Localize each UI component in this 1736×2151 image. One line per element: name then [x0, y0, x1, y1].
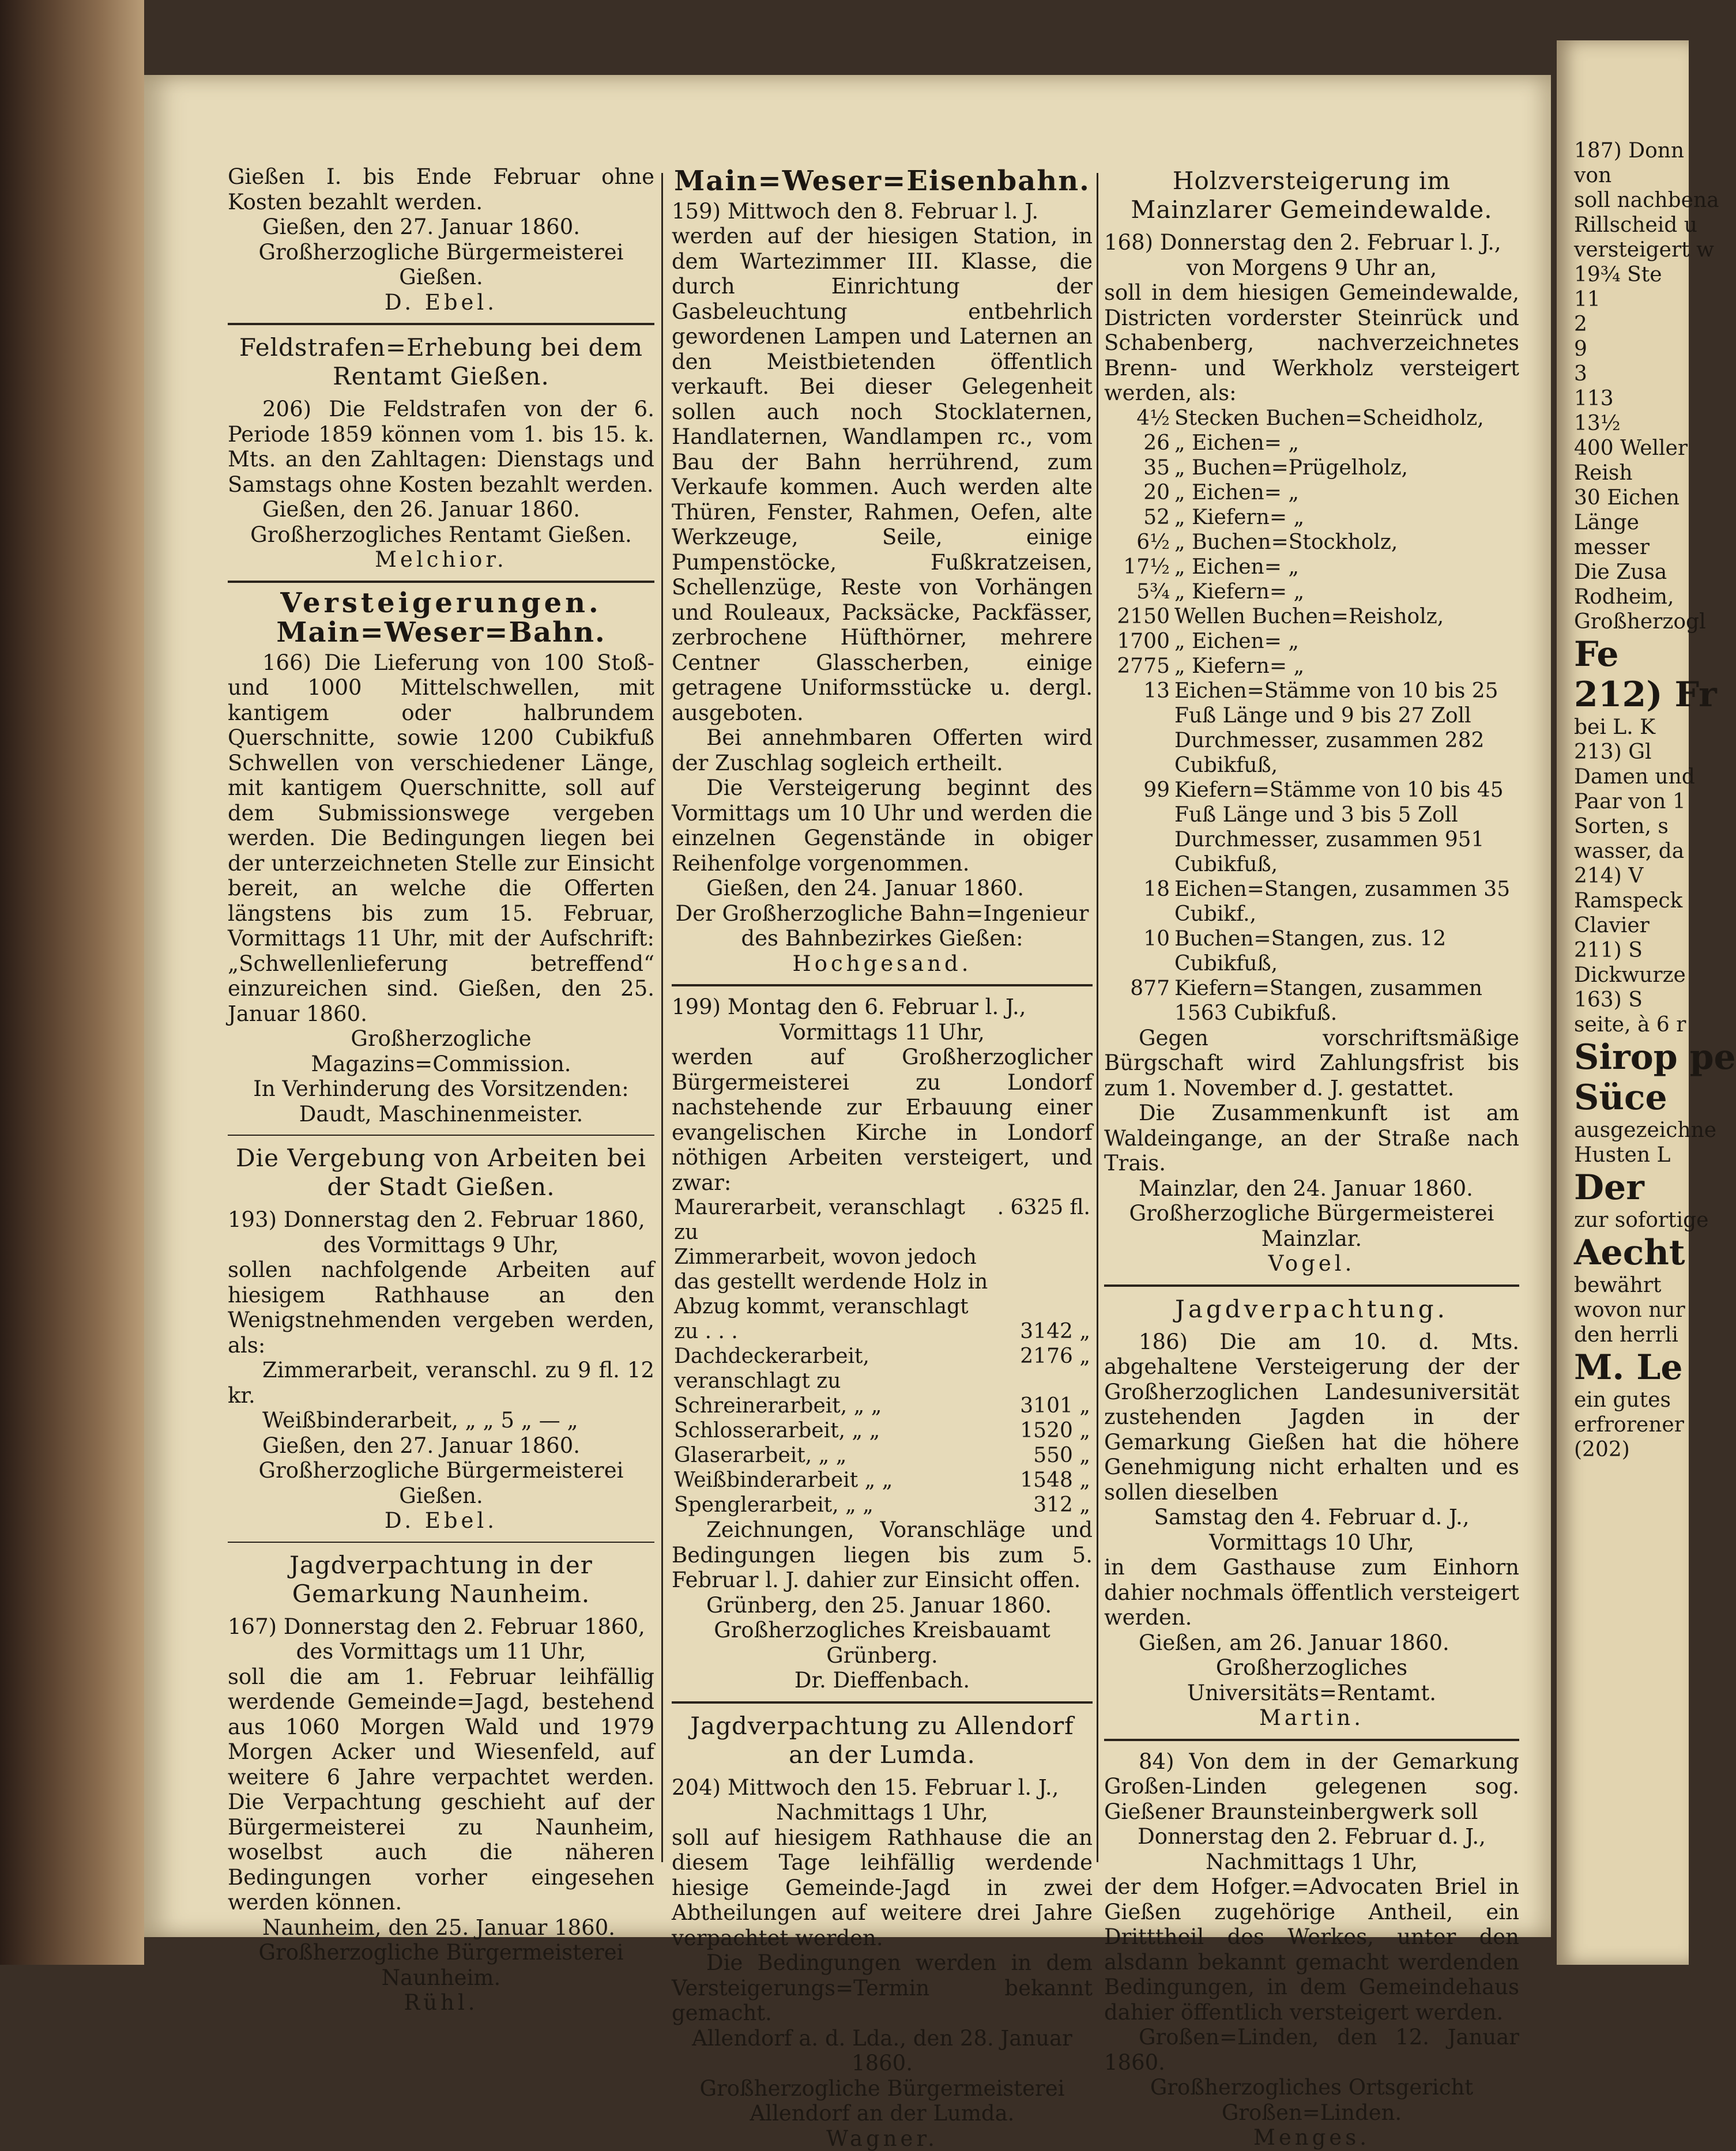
notice-text: Die Zusammenkunft ist am Waldeingange, an der Straße nach Trais.: [1104, 1101, 1519, 1176]
fragment-line: seite, à 6 r: [1574, 1012, 1689, 1037]
notice-text: soll die am 1. Februar leihfällig werdende Gemeinde=Jagd, bestehend aus 1060 Morgen Wald und 1979 Morgen Acker und Wiesenfeld, auf weitere 6 Jahre verpachtet werden. Die Verpachtung geschieht auf der Bürgermeisterei zu Naunheim, woselbst auch die näheren Bedingungen vorher eingesehen werden können.: [228, 1664, 654, 1915]
column-3: [1104, 164, 1519, 1885]
wood-qty: 10: [1104, 926, 1172, 976]
table-row: [1104, 480, 1519, 505]
notice-text: 168) Donnerstag den 2. Februar l. J.,: [1104, 230, 1519, 255]
table-row: [672, 1468, 1093, 1493]
column-2: [672, 164, 1093, 1885]
wood-item: „ Kiefern= „: [1172, 579, 1519, 604]
table-row: [1104, 679, 1519, 778]
column-rule: [661, 173, 663, 1862]
wood-item: „ Eichen= „: [1172, 480, 1519, 505]
fragment-line: Aecht: [1574, 1233, 1689, 1273]
fragment-line: Reish: [1574, 461, 1689, 485]
fragment-line: Länge: [1574, 510, 1689, 535]
fragment-line: bei L. K: [1574, 715, 1689, 740]
wood-qty: 877: [1104, 976, 1172, 1026]
table-row: [1104, 431, 1519, 455]
fragment-line: Rodheim,: [1574, 585, 1689, 609]
adjacent-page-fragment: [1557, 40, 1689, 1965]
cost-value: 1520 „: [995, 1418, 1093, 1443]
divider: [672, 984, 1093, 986]
fragment-line: 400 Weller: [1574, 436, 1689, 461]
notice-text: Donnerstag den 2. Februar d. J.,: [1104, 1824, 1519, 1849]
fragment-line: soll nachbena: [1574, 188, 1689, 213]
wood-item: Kiefern=Stämme von 10 bis 45 Fuß Länge und 3 bis 5 Zoll Durchmesser, zusammen 951 Cubikfuß,: [1172, 778, 1519, 877]
fragment-line: wovon nur: [1574, 1298, 1689, 1323]
notice-text: Nachmittags 1 Uhr,: [672, 1800, 1093, 1825]
notice-title: Main=Weser=Eisenbahn.: [672, 169, 1093, 194]
column-1: [228, 164, 654, 1885]
fragment-line: 163) S: [1574, 988, 1689, 1012]
notice-signature: Daudt, Maschinenmeister.: [228, 1102, 654, 1127]
fragment-line: 3: [1574, 361, 1689, 386]
notice-text: Zeichnungen, Voranschläge und Bedingungen liegen bis zum 5. Februar l. J. dahier zur Einsicht offen.: [672, 1517, 1093, 1593]
fragment-line: ein gutes: [1574, 1388, 1689, 1412]
fragment-line: 214) V: [1574, 864, 1689, 888]
notice-text: des Vormittags um 11 Uhr,: [228, 1639, 654, 1664]
cost-item: Maurerarbeit, veranschlagt zu: [672, 1195, 995, 1245]
notice-date: Gießen, den 26. Januar 1860.: [228, 497, 654, 522]
fragment-line: versteigert w: [1574, 238, 1689, 262]
notice-text: der dem Hofger.=Advocaten Briel in Gießen zugehörige Antheil, ein Dritttheil des Werkes, unter den alsdann bekannt gemacht werdenden Bedingungen, in dem Gemeindehaus dahier öffentlich versteigert werden.: [1104, 1874, 1519, 2025]
wood-qty: 26: [1104, 431, 1172, 455]
wood-item: „ Kiefern= „: [1172, 654, 1519, 679]
table-row: [1104, 530, 1519, 555]
fragment-text: [1557, 40, 1689, 1462]
fragment-line: M. Le: [1574, 1347, 1689, 1388]
wood-qty: 4½: [1104, 406, 1172, 431]
cost-item: Dachdeckerarbeit, veranschlagt zu: [672, 1344, 995, 1393]
fragment-line: Süce: [1574, 1078, 1689, 1118]
table-row: [1104, 604, 1519, 629]
book-spine: [0, 0, 144, 1965]
fragment-line: Sorten, s: [1574, 814, 1689, 839]
cost-value: 550 „: [995, 1443, 1093, 1468]
table-row: [1104, 629, 1519, 654]
notice-date: Allendorf a. d. Lda., den 28. Januar 1860.: [672, 2026, 1093, 2076]
fragment-line: 213) Gl: [1574, 740, 1689, 764]
wood-item: Eichen=Stämme von 10 bis 25 Fuß Länge und 9 bis 27 Zoll Durchmesser, zusammen 282 Cubikfuß,: [1172, 679, 1519, 778]
fragment-line: Der: [1574, 1167, 1689, 1208]
notice-authority: Großherzogliches Ortsgericht Großen=Linden.: [1104, 2075, 1519, 2125]
cost-value: . 6325 fl.: [995, 1195, 1093, 1245]
fragment-line: erfrorener: [1574, 1412, 1689, 1437]
fragment-line: Rillscheid u: [1574, 213, 1689, 238]
notice-signature: Rühl.: [228, 1990, 654, 2016]
notice-signature: Melchior.: [228, 547, 654, 572]
cost-value: 2176 „: [995, 1344, 1093, 1393]
wood-qty: 13: [1104, 679, 1172, 778]
notice-signature: Wagner.: [672, 2126, 1093, 2151]
table-row: [1104, 926, 1519, 976]
cost-item: Schreinerarbeit, „ „: [672, 1393, 995, 1418]
notice-text: Gießen I. bis Ende Februar ohne Kosten bezahlt werden.: [228, 164, 654, 214]
cost-item: Schlosserarbeit, „ „: [672, 1418, 995, 1443]
fragment-line: von: [1574, 163, 1689, 188]
notice-title: Jagdverpachtung in der Gemarkung Naunheim.: [228, 1551, 654, 1608]
cost-value: 3142 „: [995, 1245, 1093, 1344]
notice-title: Jagdverpachtung zu Allendorf an der Lumda.: [672, 1712, 1093, 1769]
cost-table: [672, 1195, 1093, 1517]
wood-item: „ Buchen=Stockholz,: [1172, 530, 1519, 555]
notice-text: 167) Donnerstag den 2. Februar 1860,: [228, 1614, 654, 1640]
notice-text: soll auf hiesigem Rathhause die an diesem Tage leihfällig werdende hiesige Gemeinde-Jagd in zwei Abtheilungen auf weitere drei Jahre verpachtet werden.: [672, 1825, 1093, 1951]
notice-title: Die Vergebung von Arbeiten bei der Stadt Gießen.: [228, 1144, 654, 1201]
notice-text: 159) Mittwoch den 8. Februar l. J.: [672, 199, 1093, 224]
cost-item: Zimmerarbeit, wovon jedoch das gestellt werdende Holz in Abzug kommt, veranschlagt zu . . .: [672, 1245, 995, 1344]
fragment-line: 187) Donn: [1574, 138, 1689, 163]
table-row: [672, 1418, 1093, 1443]
notice-signature: Martin.: [1104, 1705, 1519, 1731]
notice-text: in dem Gasthause zum Einhorn dahier nochmals öffentlich versteigert werden.: [1104, 1555, 1519, 1630]
notice-authority: Großherzogliche Bürgermeisterei Gießen.: [228, 240, 654, 290]
fragment-line: 113: [1574, 386, 1689, 411]
notice-text: 206) Die Feldstrafen von der 6. Periode 1859 können vom 1. bis 15. k. Mts. an den Zahltagen: Dienstags und Samstags ohne Kosten bezahlt werden.: [228, 397, 654, 497]
fragment-line: Großherzogl: [1574, 609, 1689, 634]
notice-authority: Großherzogliches Rentamt Gießen.: [228, 522, 654, 548]
newspaper-page: [144, 75, 1551, 1937]
table-row: [672, 1344, 1093, 1393]
table-row: [1104, 406, 1519, 431]
wood-item: Wellen Buchen=Reisholz,: [1172, 604, 1519, 629]
cost-value: 312 „: [995, 1493, 1093, 1517]
notice-title: Holzversteigerung im Mainzlarer Gemeindewalde.: [1104, 167, 1519, 224]
fragment-line: bewährt: [1574, 1273, 1689, 1298]
section-heading: Versteigerungen.: [228, 591, 654, 616]
table-row: [1104, 455, 1519, 480]
notice-date: Naunheim, den 25. Januar 1860.: [228, 1915, 654, 1941]
divider: [1104, 1284, 1519, 1287]
wood-qty: 52: [1104, 505, 1172, 530]
wood-item: „ Eichen= „: [1172, 431, 1519, 455]
table-row: [1104, 877, 1519, 926]
fragment-line: Ramspeck: [1574, 888, 1689, 913]
fragment-line: Clavier: [1574, 913, 1689, 938]
table-row: [672, 1493, 1093, 1517]
notice-date: Gießen, den 27. Januar 1860.: [228, 1433, 654, 1459]
fragment-line: messer: [1574, 535, 1689, 560]
notice-text: Vormittags 10 Uhr,: [1104, 1530, 1519, 1555]
wood-item: Buchen=Stangen, zus. 12 Cubikfuß,: [1172, 926, 1519, 976]
divider: [672, 1701, 1093, 1704]
table-row: [672, 1443, 1093, 1468]
notice-authority: Der Großherzogliche Bahn=Ingenieur des Bahnbezirkes Gießen:: [672, 901, 1093, 951]
fragment-line: (202): [1574, 1437, 1689, 1462]
wood-item: Eichen=Stangen, zusammen 35 Cubikf.,: [1172, 877, 1519, 926]
notice-date: Großen=Linden, den 12. Januar 1860.: [1104, 2025, 1519, 2075]
notice-text: Die Bedingungen werden in dem Versteigerungs=Termin bekannt gemacht.: [672, 1950, 1093, 2026]
wood-qty: 6½: [1104, 530, 1172, 555]
notice-signature: Vogel.: [1104, 1251, 1519, 1276]
notice-signature: D. Ebel.: [228, 1508, 654, 1534]
notice-authority: In Verhinderung des Vorsitzenden:: [228, 1076, 654, 1102]
wood-qty: 35: [1104, 455, 1172, 480]
fragment-line: Damen und: [1574, 764, 1689, 789]
fragment-line: Husten L: [1574, 1143, 1689, 1167]
table-row: [672, 1245, 1093, 1344]
wood-qty: 2150: [1104, 604, 1172, 629]
wood-item: Kiefern=Stangen, zusammen 1563 Cubikfuß.: [1172, 976, 1519, 1026]
table-row: [1104, 654, 1519, 679]
wood-qty: 17½: [1104, 555, 1172, 579]
wood-item: „ Buchen=Prügelholz,: [1172, 455, 1519, 480]
notice-date: Gießen, den 27. Januar 1860.: [228, 214, 654, 240]
divider: [1104, 1739, 1519, 1741]
cost-item: Weißbinderarbeit „ „: [672, 1468, 995, 1493]
fragment-line: 211) S: [1574, 938, 1689, 963]
notice-authority: Großherzogliche Bürgermeisterei Naunheim.: [228, 1940, 654, 1990]
notice-title: Jagdverpachtung.: [1104, 1295, 1519, 1324]
fragment-line: 11: [1574, 287, 1689, 312]
cost-value: 1548 „: [995, 1468, 1093, 1493]
wood-qty: 18: [1104, 877, 1172, 926]
notice-text: werden auf Großherzoglicher Bürgermeisterei zu Londorf nachstehende zur Erbauung einer evangelischen Kirche in Londorf nöthigen Arbeiten versteigert, und zwar:: [672, 1045, 1093, 1195]
notice-signature: Dr. Dieffenbach.: [672, 1668, 1093, 1693]
table-row: [1104, 555, 1519, 579]
notice-text: 84) Von dem in der Gemarkung Großen-Linden gelegenen sog. Gießener Braunsteinbergwerk soll: [1104, 1749, 1519, 1825]
fragment-line: 2: [1574, 312, 1689, 337]
notice-text: sollen nachfolgende Arbeiten auf hiesigem Rathhause an den Wenigstnehmenden vergeben werden, als:: [228, 1257, 654, 1358]
notice-authority: Großherzogliches Kreisbauamt Grünberg.: [672, 1618, 1093, 1668]
cost-item: Spenglerarbeit, „ „: [672, 1493, 995, 1517]
fragment-line: Fe: [1574, 634, 1689, 675]
wood-item: „ Eichen= „: [1172, 555, 1519, 579]
fragment-line: 30 Eichen: [1574, 485, 1689, 510]
notice-signature: Menges.: [1104, 2125, 1519, 2150]
fragment-line: 212) Fr: [1574, 675, 1689, 715]
divider: [228, 323, 654, 325]
table-row: [1104, 976, 1519, 1026]
notice-text: Vormittags 11 Uhr,: [672, 1020, 1093, 1045]
divider: [228, 581, 654, 583]
notice-text: Nachmittags 1 Uhr,: [1104, 1849, 1519, 1875]
fragment-line: 19¾ Ste: [1574, 262, 1689, 287]
notice-authority: Großherzogliche Bürgermeisterei Mainzlar.: [1104, 1201, 1519, 1251]
notice-date: Grünberg, den 25. Januar 1860.: [672, 1593, 1093, 1618]
notice-text: 193) Donnerstag den 2. Februar 1860,: [228, 1207, 654, 1233]
notice-text: des Vormittags 9 Uhr,: [228, 1233, 654, 1258]
fragment-line: wasser, da: [1574, 839, 1689, 864]
fragment-line: 13½: [1574, 411, 1689, 436]
wood-qty: 5¾: [1104, 579, 1172, 604]
fragment-line: Paar von 1: [1574, 789, 1689, 814]
notice-text: 199) Montag den 6. Februar l. J.,: [672, 994, 1093, 1020]
wood-table: [1104, 406, 1519, 1026]
table-row: [1104, 778, 1519, 877]
wood-item: Stecken Buchen=Scheidholz,: [1172, 406, 1519, 431]
notice-authority: Großherzogliche Bürgermeisterei Allendorf an der Lumda.: [672, 2076, 1093, 2126]
column-rule: [1097, 173, 1098, 1862]
fragment-line: Die Zusa: [1574, 560, 1689, 585]
notice-text: soll in dem hiesigen Gemeindewalde, Districten vorderster Steinrück und Schabenberg, nachverzeichnetes Brenn- und Werkholz versteigert werden, als:: [1104, 280, 1519, 406]
notice-authority: Großherzogliches Universitäts=Rentamt.: [1104, 1655, 1519, 1705]
fragment-line: zur sofortige: [1574, 1208, 1689, 1233]
notice-date: Gießen, den 24. Januar 1860.: [672, 876, 1093, 901]
notice-text: Die Versteigerung beginnt des Vormittags um 10 Uhr und werden die einzelnen Gegenstände in obiger Reihenfolge vorgenommen.: [672, 775, 1093, 876]
notice-date: Mainzlar, den 24. Januar 1860.: [1104, 1176, 1519, 1201]
notice-date: Gießen, am 26. Januar 1860.: [1104, 1630, 1519, 1656]
fragment-line: ausgezeichne: [1574, 1118, 1689, 1143]
wood-qty: 20: [1104, 480, 1172, 505]
divider: [228, 1135, 654, 1136]
notice-item: Weißbinderarbeit, „ „ 5 „ — „: [228, 1408, 654, 1433]
notice-text: Bei annehmbaren Offerten wird der Zuschlag sogleich ertheilt.: [672, 725, 1093, 775]
fragment-line: den herrli: [1574, 1323, 1689, 1347]
notice-text: Gegen vorschriftsmäßige Bürgschaft wird Zahlungsfrist bis zum 1. November d. J. gestattet.: [1104, 1026, 1519, 1101]
notice-title: Feldstrafen=Erhebung bei dem Rentamt Gießen.: [228, 333, 654, 391]
fragment-line: 9: [1574, 337, 1689, 361]
notice-text: werden auf der hiesigen Station, in dem Wartezimmer III. Klasse, die durch Einrichtung der Gasbeleuchtung entbehrlich gewordenen Lampen und Laternen an den Meistbietenden öffentlich verkauft. Bei dieser Gelegenheit sollen auch noch Stocklaternen, Handlaternen, Wandlampen rc., vom Bau der Bahn herrührend, zum Verkaufe kommen. Auch werden alte Thüren, Fenster, Rahmen, Oefen, alte Werkzeuge, Seile, einige Pumpenstöcke, Fußkratzeisen, Schellenzüge, Reste von Vorhängen und Rouleaux, Packsäcke, Packfässer, zerbrochene Hüfthörner, mehrere Centner Glasscherben, einige getragene Uniformsstücke u. dergl. ausgeboten.: [672, 224, 1093, 725]
fragment-line: Dickwurze: [1574, 963, 1689, 988]
cost-item: Glaserarbeit, „ „: [672, 1443, 995, 1468]
notice-signature: D. Ebel.: [228, 290, 654, 315]
wood-item: „ Eichen= „: [1172, 629, 1519, 654]
notice-text: 166) Die Lieferung von 100 Stoß- und 1000 Mittelschwellen, mit kantigem oder halbrundem Querschnitte, sowie 1200 Cubikfuß Schwellen von verschiedener Länge, mit kantigem Querschnitte, soll auf dem Submissionswege vergeben werden. Die Bedingungen liegen bei der unterzeichneten Stelle zur Einsicht bereit, an welche die Offerten längstens bis zum 15. Februar, Vormittags 11 Uhr, mit der Aufschrift: „Schwellenlieferung betreffend“ einzureichen sind. Gießen, den 25. Januar 1860.: [228, 650, 654, 1027]
wood-qty: 99: [1104, 778, 1172, 877]
table-row: [1104, 505, 1519, 530]
table-row: [672, 1195, 1093, 1245]
notice-authority: Großherzogliche Bürgermeisterei Gießen.: [228, 1458, 654, 1508]
notice-text: 204) Mittwoch den 15. Februar l. J.,: [672, 1775, 1093, 1800]
notice-text: von Morgens 9 Uhr an,: [1104, 255, 1519, 281]
table-row: [672, 1393, 1093, 1418]
notice-item: Zimmerarbeit, veranschl. zu 9 fl. 12 kr.: [228, 1358, 654, 1408]
fragment-line: Sirop pe: [1574, 1037, 1689, 1078]
cost-value: 3101 „: [995, 1393, 1093, 1418]
table-row: [1104, 579, 1519, 604]
notice-text: Samstag den 4. Februar d. J.,: [1104, 1505, 1519, 1530]
wood-qty: 2775: [1104, 654, 1172, 679]
divider: [228, 1542, 654, 1543]
notice-authority: Großherzogliche Magazins=Commission.: [228, 1026, 654, 1076]
notice-text: 186) Die am 10. d. Mts. abgehaltene Versteigerung der der Großherzoglichen Landesuniversität zustehenden Jagden in der Gemarkung Gießen hat die höhere Genehmigung nicht erhalten und es sollen dieselben: [1104, 1329, 1519, 1505]
notice-title: Main=Weser=Bahn.: [228, 620, 654, 646]
wood-item: „ Kiefern= „: [1172, 505, 1519, 530]
notice-signature: Hochgesand.: [672, 951, 1093, 977]
wood-qty: 1700: [1104, 629, 1172, 654]
